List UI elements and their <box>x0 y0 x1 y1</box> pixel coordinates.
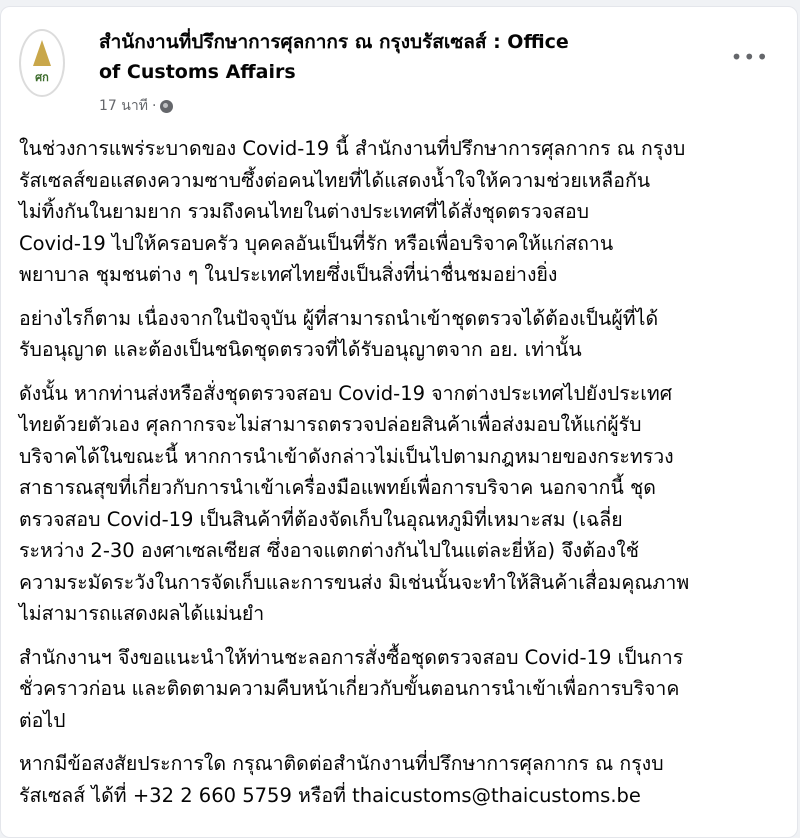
post-text-line: ในช่วงการแพร่ระบาดของ Covid-19 นี้ สำนักงานที่ปรึกษาการศุลกากร ณ กรุงบ <box>19 137 686 160</box>
post-text-line: ต่อไป <box>19 708 66 732</box>
post-card <box>0 6 798 838</box>
post-text-line: สาธารณสุขที่เกี่ยวกับการนำเข้าเครื่องมือแพทย์เพื่อการบริจาค นอกจากนี้ ชุด <box>19 476 656 499</box>
page-avatar[interactable] <box>19 29 65 97</box>
post-paragraph <box>19 303 789 366</box>
post-body <box>19 133 789 823</box>
post-text-line: ไม่สามารถแสดงผลได้แม่นยำ <box>19 602 265 625</box>
separator: · <box>151 98 157 114</box>
more-options-button[interactable]: ••• <box>730 45 769 69</box>
post-text-line: ชั่วคราวก่อน และติดตามความคืบหน้าเกี่ยวกับขั้นตอนการนำเข้าเพื่อการบริจาค <box>19 677 680 700</box>
post-text-line: สำนักงานฯ จึงขอแนะนำให้ท่านชะลอการสั่งซื้อชุดตรวจสอบ Covid-19 เป็นการ <box>19 645 684 669</box>
post-text-line: ดังนั้น หากท่านส่งหรือสั่งชุดตรวจสอบ Covid-19 จากต่างประเทศไปยังประเทศ <box>19 381 673 405</box>
post-text-line: รับอนุญาต และต้องเป็นชนิดชุดตรวจที่ได้รับอนุญาตจาก อย. เท่านั้น <box>19 338 582 361</box>
post-text-line: หากมีข้อสงสัยประการใด กรุณาติดต่อสำนักงานที่ปรึกษาการศุลกากร ณ กรุงบ <box>19 752 664 775</box>
post-text-line: ความระมัดระวังในการจัดเก็บและการขนส่ง มิเช่นนั้นจะทำให้สินค้าเสื่อมคุณภาพ <box>19 570 690 594</box>
post-text-line: ระหว่าง 2-30 องศาเซลเซียส ซึ่งอาจแตกต่างกันไปในแต่ละยี่ห้อ) จึงต้องใช้ <box>19 539 639 562</box>
post-text-line: ตรวจสอบ Covid-19 เป็นสินค้าที่ต้องจัดเก็บในอุณหภูมิที่เหมาะสม (เฉลี่ย <box>19 507 623 531</box>
post-paragraph <box>19 748 789 811</box>
post-text-line: ไม่ทิ้งกันในยามยาก รวมถึงคนไทยในต่างประเทศที่ได้สั่งชุดตรวจสอบ <box>19 200 590 223</box>
post-text-line: Covid-19 ไปให้ครอบครัว บุคคลอันเป็นที่รัก หรือเพื่อบริจาคให้แก่สถาน <box>19 231 614 255</box>
post-text-line: บริจาคได้ในขณะนี้ หากการนำเข้าดังกล่าวไม่เป็นไปตามกฎหมายของกระทรวง <box>19 444 674 468</box>
post-text-line: พยาบาล ชุมชนต่าง ๆ ในประเทศไทยซึ่งเป็นสิ่งที่น่าชื่นชมอย่างยิ่ง <box>19 263 558 286</box>
post-paragraph <box>19 133 789 291</box>
post-paragraph <box>19 378 789 630</box>
post-paragraph <box>19 642 789 737</box>
post-meta <box>99 95 173 117</box>
crown-logo-icon <box>33 40 51 66</box>
globe-icon[interactable] <box>160 100 173 113</box>
post-text-line: รัสเซลส์ขอแสดงความซาบซึ้งต่อคนไทยที่ได้แสดงน้ำใจให้ความช่วยเหลือกัน <box>19 168 651 192</box>
page-name-link[interactable] <box>99 27 699 87</box>
post-text-line: ไทยด้วยตัวเอง ศุลกากรจะไม่สามารถตรวจปล่อยสินค้าเพื่อส่งมอบให้แก่ผู้รับ <box>19 413 642 436</box>
avatar-logo: ศก <box>35 71 49 84</box>
page-name-line: of Customs Affairs <box>99 61 296 83</box>
page-name-line: สำนักงานที่ปรึกษาการศุลกากร ณ กรุงบรัสเซลส์ : Office <box>99 31 569 53</box>
post-timestamp[interactable]: 17 นาที <box>99 98 148 114</box>
post-text-line: อย่างไรก็ตาม เนื่องจากในปัจจุบัน ผู้ที่สามารถนำเข้าชุดตรวจได้ต้องเป็นผู้ที่ได้ <box>19 306 659 330</box>
post-text-line: รัสเซลส์ ได้ที่ +32 2 660 5759 หรือที่ thaicustoms@thaicustoms.be <box>19 783 641 807</box>
